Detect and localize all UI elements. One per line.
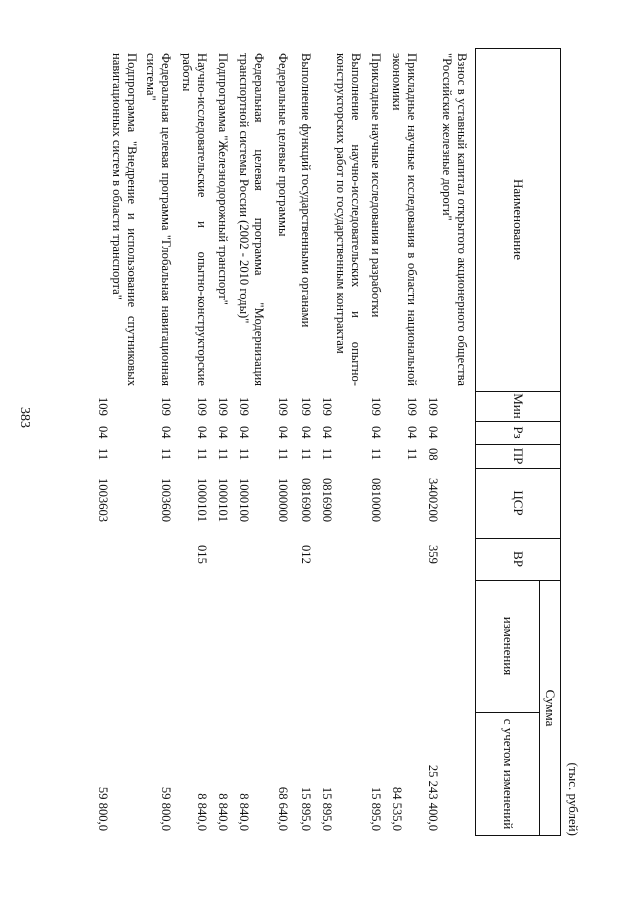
row-name: Взнос в уставный капитал открытого акционерного общества "Российские железные дороги" — [440, 53, 469, 386]
rotated-table-area — [58, 48, 581, 836]
row-min: 109 — [426, 397, 440, 416]
header-csr: ЦСР — [511, 490, 527, 516]
row-min: 109 — [320, 397, 334, 416]
row-with-changes: 84 535,0 — [390, 786, 404, 831]
row-with-changes: 8 840,0 — [216, 793, 230, 831]
row-pr: 11 — [237, 448, 251, 461]
row-csr: 0816900 — [299, 478, 313, 523]
row-name: Выполнение научно-исследовательских и опытно-конструкторских работ по государственным контрактам — [334, 53, 363, 386]
row-csr: 1003600 — [159, 478, 173, 523]
row-vr: 359 — [426, 545, 440, 564]
header-min: Мин — [511, 393, 527, 419]
row-min: 109 — [369, 397, 383, 416]
row-pr: 11 — [299, 448, 313, 461]
row-name: Федеральные целевые программы — [276, 53, 290, 237]
row-rz: 04 — [237, 426, 251, 439]
row-pr: 11 — [159, 448, 173, 461]
row-vr: 015 — [195, 545, 209, 564]
header-changes: изменения — [501, 616, 516, 676]
row-csr: 0816900 — [320, 478, 334, 523]
row-csr: 1003603 — [96, 478, 110, 523]
row-vr: 012 — [299, 545, 313, 564]
header-rz: Рз — [511, 426, 527, 439]
row-pr: 11 — [405, 448, 419, 461]
row-with-changes: 59 800,0 — [96, 786, 110, 831]
row-csr: 0810000 — [369, 478, 383, 523]
header-with-changes: с учетом изменений — [501, 718, 516, 830]
row-pr: 11 — [320, 448, 334, 461]
header-sum: Сумма — [543, 689, 559, 727]
row-name: Выполнение функций государственными органами — [299, 53, 313, 328]
row-name: Прикладные научные исследования и разработки — [369, 53, 383, 318]
row-with-changes: 15 895,0 — [320, 786, 334, 831]
row-csr: 1000101 — [216, 478, 230, 523]
row-csr: 1000100 — [237, 478, 251, 523]
row-rz: 04 — [405, 426, 419, 439]
row-with-changes: 15 895,0 — [369, 786, 383, 831]
row-min: 109 — [195, 397, 209, 416]
row-pr: 11 — [276, 448, 290, 461]
row-rz: 04 — [216, 426, 230, 439]
row-rz: 04 — [96, 426, 110, 439]
row-csr: 3400200 — [426, 478, 440, 523]
row-name: Подпрограмма "Внедрение и использование спутниковых навигационных систем в области транспорта" — [110, 53, 139, 386]
row-pr: 08 — [426, 448, 440, 461]
page-number: 383 — [17, 407, 32, 428]
units-label: (тыс. рублей) — [566, 762, 581, 836]
row-min: 109 — [299, 397, 313, 416]
row-with-changes: 68 640,0 — [276, 786, 290, 831]
row-name: Прикладные научные исследования в области национальной экономики — [390, 53, 419, 386]
row-pr: 11 — [195, 448, 209, 461]
row-with-changes: 25 243 400,0 — [426, 764, 440, 831]
row-min: 109 — [405, 397, 419, 416]
row-pr: 11 — [216, 448, 230, 461]
row-name: Федеральная целевая программа "Модернизация транспортной системы России (2002 - 2010 годы)" — [237, 53, 266, 386]
row-pr: 11 — [96, 448, 110, 461]
row-rz: 04 — [369, 426, 383, 439]
row-min: 109 — [216, 397, 230, 416]
col-divider — [476, 712, 540, 713]
row-rz: 04 — [276, 426, 290, 439]
row-pr: 11 — [369, 448, 383, 461]
row-name: Федеральная целевая программа "Глобальная навигационная система" — [144, 53, 173, 386]
row-name: Научно-исследовательские и опытно-конструкторские работы — [180, 53, 209, 386]
row-rz: 04 — [159, 426, 173, 439]
row-rz: 04 — [426, 426, 440, 439]
budget-table — [58, 48, 561, 836]
header-pr: ПР — [511, 447, 527, 465]
row-min: 109 — [237, 397, 251, 416]
row-csr: 1000101 — [195, 478, 209, 523]
header-name: Наименование — [511, 179, 527, 260]
row-name: Подпрограмма "Железнодорожный транспорт" — [216, 53, 230, 305]
row-rz: 04 — [195, 426, 209, 439]
row-with-changes: 8 840,0 — [237, 793, 251, 831]
row-csr: 1000000 — [276, 478, 290, 523]
row-min: 109 — [96, 397, 110, 416]
row-with-changes: 59 800,0 — [159, 786, 173, 831]
row-with-changes: 15 895,0 — [299, 786, 313, 831]
row-min: 109 — [159, 397, 173, 416]
row-with-changes: 8 840,0 — [195, 793, 209, 831]
header-vr: ВР — [511, 551, 527, 567]
row-rz: 04 — [299, 426, 313, 439]
row-min: 109 — [276, 397, 290, 416]
row-rz: 04 — [320, 426, 334, 439]
